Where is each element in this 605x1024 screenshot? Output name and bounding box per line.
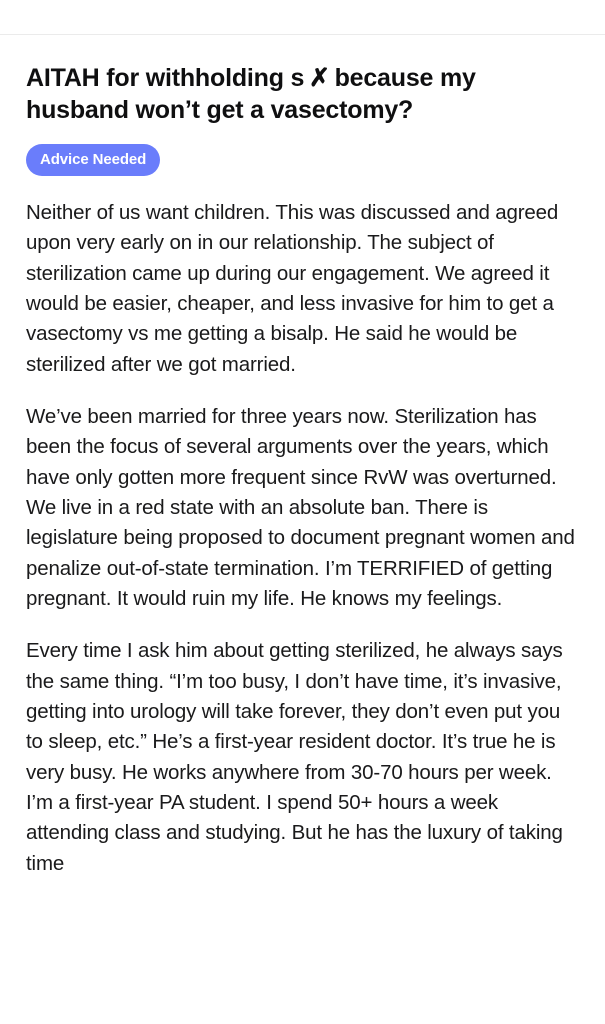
post-paragraph: We’ve been married for three years now. Sterilization has been the focus of several arguments over the years, which have only gotten more frequent since RvW was overturned. We live in a red state with an absolute ban. There is legislature being proposed to document pregnant women and penalize out-of-state termination. I’m TERRIFIED of getting pregnant. It would ruin my life. He knows my feelings. [26, 404, 575, 610]
flair-row [26, 144, 579, 198]
top-bar [0, 0, 605, 35]
post-content [0, 34, 605, 1024]
post-body [26, 198, 579, 879]
post-paragraph: Every time I ask him about getting sterilized, he always says the same thing. “I’m too busy, I don’t have time, it’s invasive, getting into urology will take forever, they don’t even put you to sleep, etc.” He’s a first-year resident doctor. It’s true he is very busy. He works anywhere from 30-70 hours per week. I’m a first-year PA student. I spend 50+ hours a week attending class and studying. But he has the luxury of taking time [26, 639, 563, 875]
page-title: AITAH for withholding s ✗ because my husband won’t get a vasectomy? [26, 64, 476, 124]
post-paragraph: Neither of us want children. This was discussed and agreed upon very early on in our relationship. The subject of sterilization came up during our engagement. We agreed it would be easier, cheaper, and less invasive for him to get a vasectomy vs me getting a bisalp. He said he would be sterilized after we got married. [26, 201, 559, 376]
post-flair-badge[interactable]: Advice Needed [26, 144, 160, 176]
